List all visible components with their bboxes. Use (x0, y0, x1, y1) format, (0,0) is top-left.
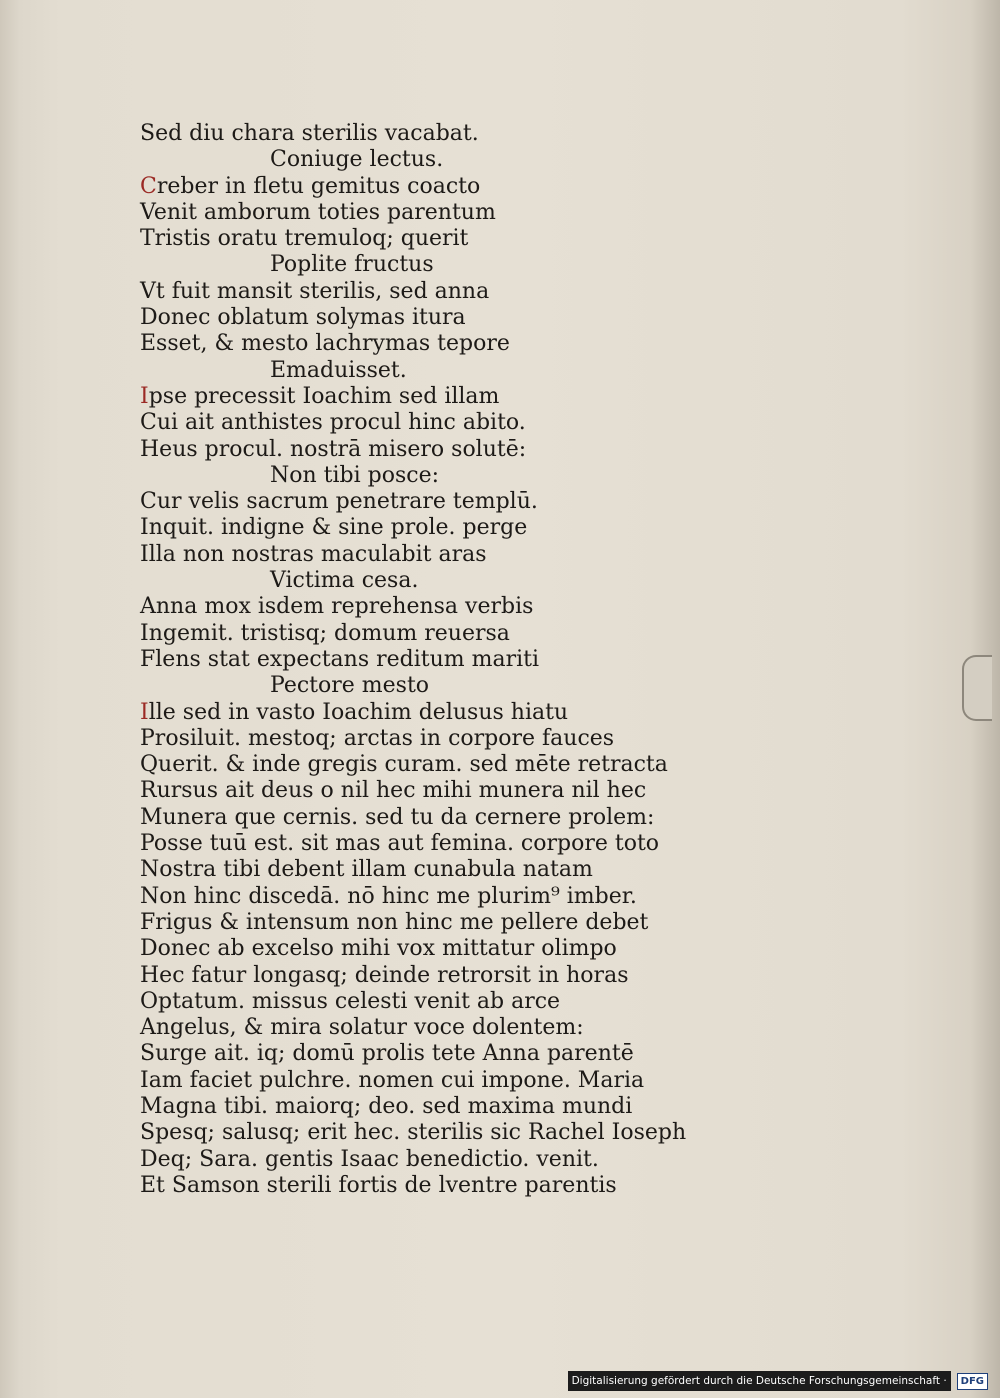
text-line: Non hinc discedā. nō hinc me plurim⁹ imber. (140, 883, 637, 909)
text-line: Heus procul. nostrā misero solutē: (140, 436, 527, 462)
text-line: Magna tibi. maiorq; deo. sed maxima mundi (140, 1093, 633, 1119)
text-line: Inquit. indigne & sine prole. perge (140, 515, 528, 541)
poem-text (140, 121, 760, 1199)
text-line: Posse tuū est. sit mas aut femina. corpore toto (140, 831, 660, 857)
text-line: Flens stat expectans reditum mariti (140, 646, 540, 672)
text-line: Emaduisset. (270, 357, 407, 383)
page-clip (962, 655, 992, 721)
text-line: Poplite fructus (270, 252, 434, 278)
footer-bar (568, 1370, 988, 1392)
text-line: Tristis oratu tremuloq; querit (140, 226, 469, 252)
text-line: Venit amborum toties parentum (140, 199, 496, 225)
text-line (140, 174, 760, 200)
dfg-logo: DFG (957, 1373, 988, 1390)
text-line: Anna mox isdem reprehensa verbis (140, 594, 534, 620)
text-line: Donec oblatum solymas itura (140, 305, 466, 331)
bleed-through-text (770, 125, 985, 385)
line-text: pse precessit Ioachim sed illam (148, 383, 500, 409)
line-text: lle sed in vasto Ioachim delusus hiatu (148, 699, 569, 725)
text-line: Optatum. missus celesti venit ab arce (140, 988, 561, 1014)
text-line (140, 384, 760, 410)
rubricated-initial: C (140, 173, 157, 199)
text-line: Rursus ait deus o nil hec mihi munera nil hec (140, 778, 647, 804)
line-text: reber in fletu gemitus coacto (156, 173, 481, 199)
text-line (140, 700, 760, 726)
text-line: Prosiluit. mestoq; arctas in corpore fauces (140, 725, 615, 751)
text-line: Frigus & intensum non hinc me pellere debet (140, 909, 649, 935)
text-line: Querit. & inde gregis curam. sed mēte retracta (140, 752, 668, 778)
text-line: Spesq; salusq; erit hec. sterilis sic Rachel Ioseph (140, 1120, 687, 1146)
text-line: Nostra tibi debent illam cunabula natam (140, 857, 593, 883)
text-line: Non tibi posce: (270, 462, 440, 488)
text-line: Surge ait. iq; domū prolis tete Anna parentē (140, 1041, 634, 1067)
text-line: Vt fuit mansit sterilis, sed anna (140, 278, 490, 304)
text-line: Coniuge lectus. (270, 147, 444, 173)
text-line: Angelus, & mira solatur voce dolentem: (140, 1015, 584, 1041)
text-line: Donec ab excelso mihi vox mittatur olimpo (140, 936, 617, 962)
text-line: Illa non nostras maculabit aras (140, 541, 487, 567)
text-line: Iam faciet pulchre. nomen cui impone. Maria (140, 1067, 645, 1093)
text-line: Cur velis sacrum penetrare templū. (140, 489, 538, 515)
text-line: Victima cesa. (270, 568, 419, 594)
text-line: Pectore mesto (270, 673, 430, 699)
text-line: Esset, & mesto lachrymas tepore (140, 331, 510, 357)
rubricated-initial: I (140, 383, 149, 409)
text-line: Cui ait anthistes procul hinc abito. (140, 410, 526, 436)
rubricated-initial: I (140, 699, 149, 725)
text-line: Munera que cernis. sed tu da cernere prolem: (140, 804, 655, 830)
footer-credit: Digitalisierung gefördert durch die Deutsche Forschungsgemeinschaft · (568, 1371, 951, 1391)
text-line: Deq; Sara. gentis Isaac benedictio. venit. (140, 1146, 599, 1172)
text-line: Ingemit. tristisq; domum reuersa (140, 620, 510, 646)
text-line: Sed diu chara sterilis vacabat. (140, 121, 479, 146)
text-line: Hec fatur longasq; deinde retrorsit in horas (140, 962, 629, 988)
text-line: Et Samson sterili fortis de lventre parentis (140, 1172, 617, 1198)
